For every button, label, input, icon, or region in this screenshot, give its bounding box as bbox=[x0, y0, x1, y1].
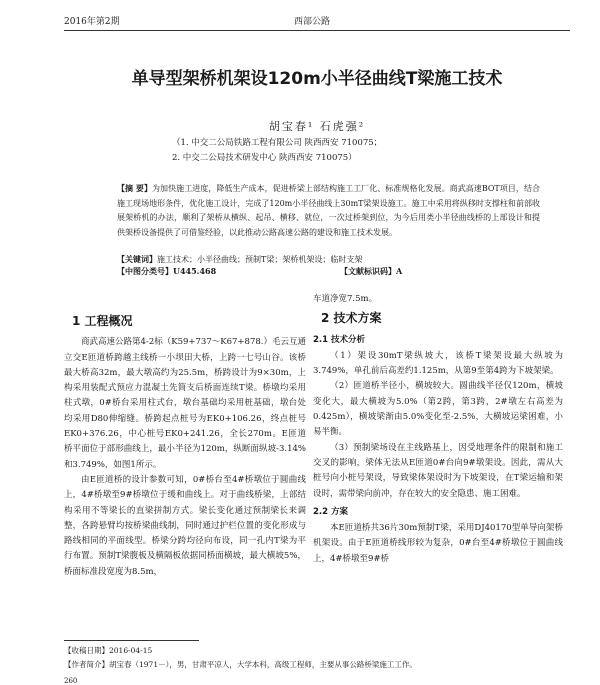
paragraph: （3）预制梁场设在主线路基上，因受地理条件的限制和施工交叉的影响，梁体无法从E匝道0#台向9#墩架设。因此，需从大桩号向小桩号架设，导致梁体架设时为下坡架设，在T梁运输和架设时，需带梁向前冲，存在较大的安全隐患、施工困难。 bbox=[313, 442, 563, 499]
section-1-heading: 1 工程概况 bbox=[72, 314, 133, 328]
affiliation-1: （1. 中交二公局铁路工程有限公司 陕西西安 710075； bbox=[172, 138, 383, 148]
subsection-2-1-heading: 2.1 技术分析 bbox=[313, 334, 366, 345]
doc-code bbox=[340, 266, 402, 277]
classification-value: U445.468 bbox=[173, 266, 217, 276]
classification-label: 【中图分类号】 bbox=[117, 266, 173, 276]
keywords bbox=[117, 252, 540, 267]
authors: 胡宝春¹ 石虎强² bbox=[268, 120, 366, 133]
keywords-text: 施工技术；小半径曲线；预制T梁；架桥机架设；临时支架 bbox=[157, 255, 363, 264]
keywords-label: 【关键词】 bbox=[117, 254, 157, 264]
abstract-label: 【摘 要】 bbox=[117, 183, 153, 193]
section-2-heading: 2 技术方案 bbox=[321, 311, 382, 326]
abstract bbox=[117, 181, 540, 240]
paragraph: （2）匝道桥半径小，横坡较大。圆曲线半径仅120m，横坡变化大，最大横坡为5.0%（第2跨，第3跨，2#墩左右高差为0.425m），横坡梁渐由5.0%变化至-2.5%，大横坡运梁困难，小易半衡。 bbox=[313, 381, 563, 438]
footnote-author-bio: 【作者简介】胡宝春（1971－），男，甘肃平凉人，大学本科，高级工程师，主要从事公路桥梁施工工作。 bbox=[64, 660, 417, 669]
affiliation-2: 2. 中交二公局技术研发中心 陕西西安 710075） bbox=[172, 153, 357, 163]
classification bbox=[117, 266, 216, 277]
header-divider bbox=[64, 30, 570, 31]
paragraph: 由E匝道桥的设计参数可知，0#桥台至4#桥墩位于圆曲线上，4#桥墩至9#桥墩位于缓和曲线上。对于曲线桥梁，上部结构采用不等梁长的直梁拼制方式。梁长变化通过预制梁长来调整，各跨悬臂均按桥梁曲线制，同时通过护栏位置的变化形成与路线相同的平面线型。桥梁分跨均径向布设，同一孔内T梁为平行布置。预制T梁腹板及横隔板依据同桥面横坡，最大横坡5%，桥面标准段宽度为8.5m， bbox=[64, 474, 306, 577]
doc-code-value: A bbox=[396, 266, 403, 276]
right-column bbox=[313, 292, 563, 567]
paragraph: （1）架设30mT梁纵坡大，该桥T梁架设最大纵坡为3.749%，单孔前后高差约1.125m，从第9至第4跨为下坡架梁。 bbox=[313, 350, 563, 377]
left-column bbox=[64, 310, 306, 580]
subsection-2-2-heading: 2.2 方案 bbox=[313, 506, 349, 517]
doc-code-label: 【文献标识码】 bbox=[340, 266, 396, 276]
footnote-divider bbox=[64, 640, 199, 641]
paper-title: 单导型架桥机架设120m小半径曲线T梁施工技术 bbox=[131, 69, 503, 89]
footnote-received-date: 【收稿日期】2016-04-15 bbox=[64, 646, 153, 655]
paragraph: 本E匝道桥共36片30m预制T梁，采用DJ40170型单导向架桥机架设。由于E匝道桥线形较为复杂，0#台至4#桥墩位于圆曲线上，4#桥墩至9#桥 bbox=[313, 523, 563, 564]
issue-label: 2016年第2期 bbox=[64, 17, 120, 27]
paragraph-continuation: 车道净宽7.5m。 bbox=[313, 294, 378, 304]
page-number: 260 bbox=[64, 677, 78, 685]
paragraph: 商武高速公路第4-2标（K59+737～K67+878.）毛云互通立交E匝道桥跨越主线桥一小坝田大桥，上跨一七号山谷。该桥最大桥高32m，最大墩高约为25.5m，桥跨设计为9×30m，上构采用装配式预应力混凝土先简支后桥面连续T梁。桥墩均采用柱式墩，0#桥台采用柱式台，墩台基础均采用桩基础，墩台处均采用D80伸缩缝。桥跨起点桩号为EK0+106.26，终点桩号EK0+376.26，中心桩号EK0+241.26，全长270m。E匝道桥平面位于部形曲线上，最小半径为120m，纵断面纵坡-3.14%和3.749%，如图1所示。 bbox=[64, 337, 306, 470]
abstract-text: 为加快施工进度，降低生产成本，促进桥梁上部结构施工工厂化、标准规格化发展。商武高速BOT项目，结合施工现场地形条件，优化施工设计，完成了120m小半径曲线上30mT梁架设施工。施工中采用将纵移时支撑柱和前部收展架桥机的办法，顺利了架桥从横纵、起吊、横移、就位，一次过桥架到位，为今后用类小半径曲线桥的上部设计和提供架桥设备提供了可借鉴经验，以此推动公路高速公路的建设和施工技术发展。 bbox=[117, 184, 540, 237]
running-header bbox=[64, 14, 570, 28]
journal-name: 西部公路 bbox=[294, 17, 331, 27]
